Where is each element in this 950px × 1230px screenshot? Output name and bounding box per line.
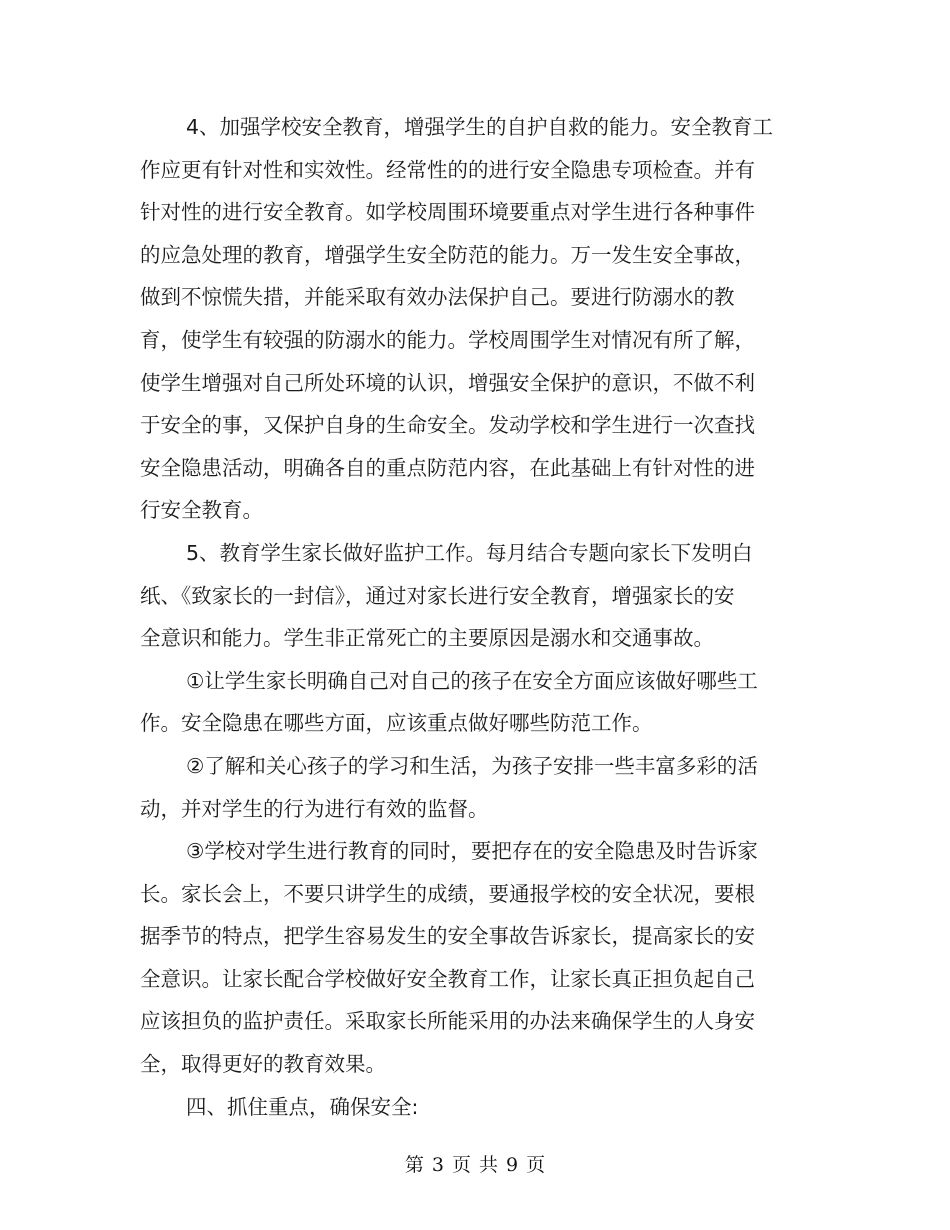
text-line: ③学校对学生进行教育的同时，要把存在的安全隐患及时告诉家 xyxy=(186,839,758,864)
text-line: 长。家长会上，不要只讲学生的成绩，要通报学校的安全状况，要根 xyxy=(140,881,755,906)
text-line: 育，使学生有较强的防溺水的能力。学校周围学生对情况有所了解， xyxy=(140,327,755,352)
text-line: 全意识。让家长配合学校做好安全教育工作，让家长真正担负起自己 xyxy=(140,966,755,991)
text-line: 的应急处理的教育，增强学生安全防范的能力。万一发生安全事故， xyxy=(140,242,755,267)
footer-prefix: 第 xyxy=(404,1154,424,1176)
text-line: 纸、《致家长的一封信》，通过对家长进行安全教育，增强家长的安 xyxy=(140,583,735,608)
text-line: 做到不惊慌失措，并能采取有效办法保护自己。要进行防溺水的教 xyxy=(140,285,735,310)
footer-total-pages: 9 xyxy=(506,1154,519,1176)
text-line: 应该担负的监护责任。采取家长所能采用的办法来确保学生的人身安 xyxy=(140,1009,755,1034)
footer-total-prefix: 共 xyxy=(479,1154,499,1176)
document-body xyxy=(140,106,774,1128)
text-line: 四、抓住重点，确保安全: xyxy=(186,1094,419,1119)
text-line: 4、加强学校安全教育，增强学生的自护自救的能力。安全教育工 xyxy=(186,115,774,139)
text-line: 全意识和能力。学生非正常死亡的主要原因是溺水和交通事故。 xyxy=(140,626,714,651)
text-line: 针对性的进行安全教育。如学校周围环境要重点对学生进行各种事件 xyxy=(140,200,755,225)
footer-page-word: 页 xyxy=(451,1154,471,1176)
text-line: 行安全教育。 xyxy=(140,498,263,523)
text-line: ①让学生家长明确自己对自己的孩子在安全方面应该做好哪些工 xyxy=(186,668,758,693)
text-line: 全，取得更好的教育效果。 xyxy=(140,1052,386,1077)
text-line: 安全隐患活动，明确各自的重点防范内容，在此基础上有针对性的进 xyxy=(140,455,755,480)
footer-current-page: 3 xyxy=(431,1154,444,1176)
text-line: 动，并对学生的行为进行有效的监督。 xyxy=(140,796,489,821)
text-line: 5、教育学生家长做好监护工作。每月结合专题向家长下发明白 xyxy=(186,540,753,565)
text-line: 作应更有针对性和实效性。经常性的的进行安全隐患专项检查。并有 xyxy=(140,157,755,182)
text-line: 作。安全隐患在哪些方面，应该重点做好哪些防范工作。 xyxy=(140,711,653,736)
text-line: 据季节的特点，把学生容易发生的安全事故告诉家长，提高家长的安 xyxy=(140,924,755,949)
text-line: ②了解和关心孩子的学习和生活，为孩子安排一些丰富多彩的活 xyxy=(186,753,758,778)
footer-suffix: 页 xyxy=(526,1154,546,1176)
text-line: 使学生增强对自己所处环境的认识，增强安全保护的意识，不做不利 xyxy=(140,370,755,395)
text-line: 于安全的事，又保护自身的生命安全。发动学校和学生进行一次查找 xyxy=(140,413,755,438)
page-footer xyxy=(0,1150,950,1177)
